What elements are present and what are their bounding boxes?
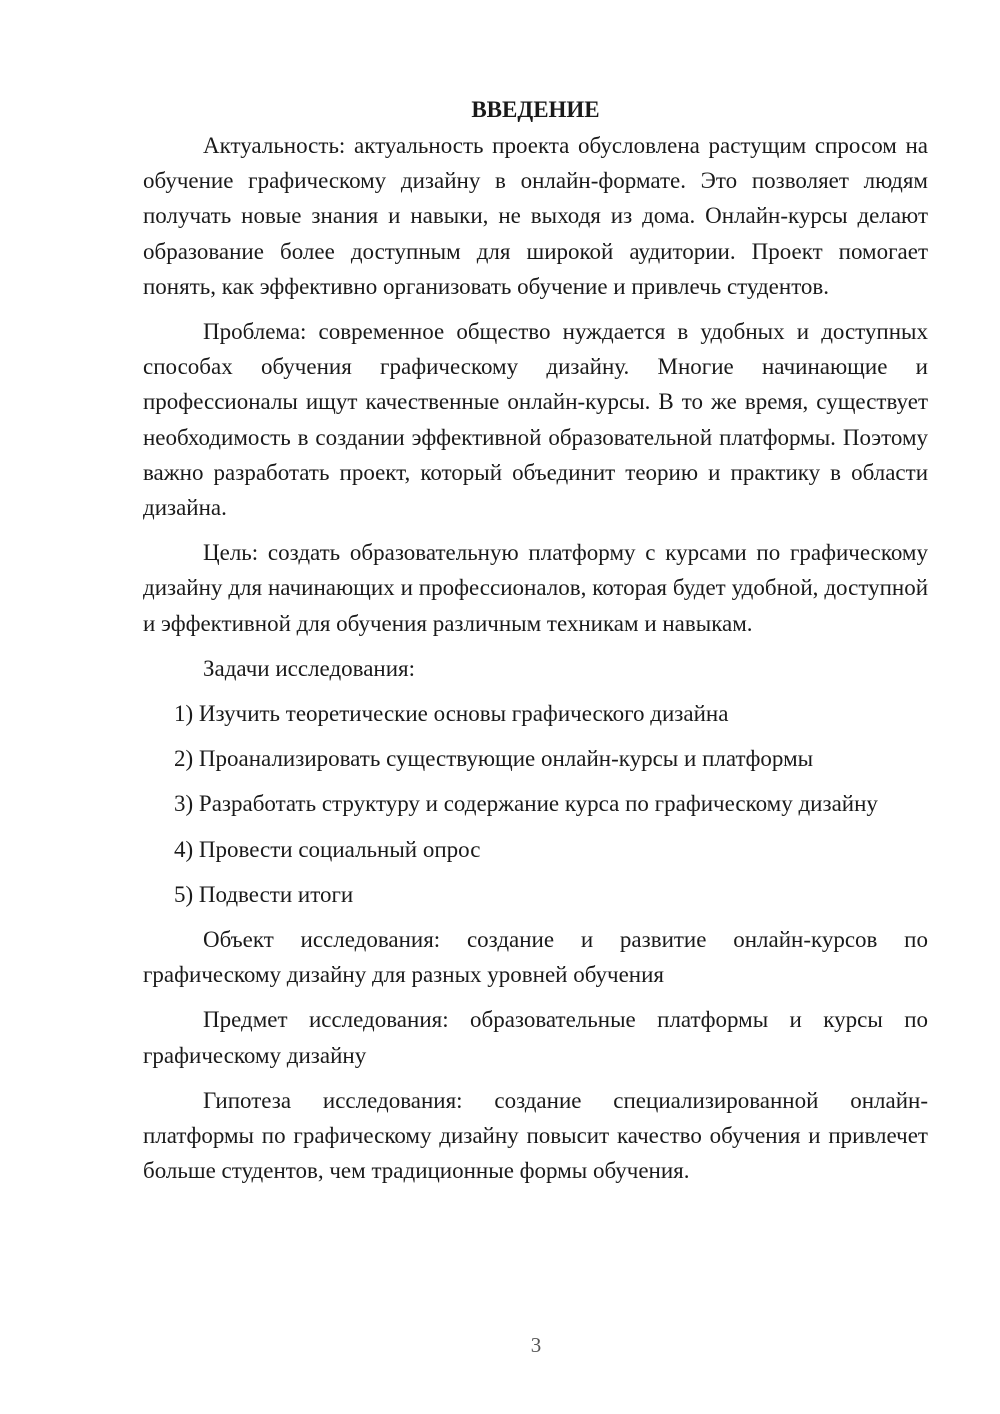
- page-number: 3: [530, 1333, 542, 1357]
- list-item: 1) Изучить теоретические основы графического дизайна: [174, 701, 729, 727]
- paragraph-subject: Предмет исследования: образовательные платформы и курсы по графическому дизайну: [143, 1007, 928, 1068]
- paragraph-object: Объект исследования: создание и развитие онлайн-курсов по графическому дизайну для разных уровней обучения: [143, 927, 928, 988]
- tasks-list: [143, 696, 928, 912]
- list-item: 5) Подвести итоги: [174, 881, 354, 907]
- list-item: 2) Проанализировать существующие онлайн-курсы и платформы: [174, 746, 814, 772]
- tasks-heading: Задачи исследования:: [203, 655, 416, 681]
- paragraph-goal: Цель: создать образовательную платформу с курсами по графическому дизайну для начинающих и профессионалов, которая будет удобной, доступной и эффективной для обучения различным техникам и навыкам.: [143, 540, 928, 636]
- paragraph-relevance: Актуальность: актуальность проекта обусловлена растущим спросом на обучение графическому дизайну в онлайн-формате. Это позволяет людям получать новые знания и навыки, не выходя из дома. Онлайн-курсы делают образование более доступным для широкой аудитории. Проект помогает понять, как эффективно организовать обучение и привлечь студентов.: [143, 133, 928, 299]
- paragraph-problem: Проблема: современное общество нуждается в удобных и доступных способах обучения графическому дизайну. Многие начинающие и профессионалы ищут качественные онлайн-курсы. В то же время, существует необходимость в создании эффективной образовательной платформы. Поэтому важно разработать проект, который объединит теорию и практику в области дизайна.: [143, 319, 928, 521]
- list-item: 3) Разработать структуру и содержание курса по графическому дизайну: [174, 791, 878, 817]
- list-item: 4) Провести социальный опрос: [174, 836, 481, 862]
- document-page: [143, 92, 928, 1198]
- paragraph-hypothesis: Гипотеза исследования: создание специализированной онлайн-платформы по графическому дизайну повысит качество обучения и привлечет больше студентов, чем традиционные формы обучения.: [143, 1087, 928, 1184]
- page-title: ВВЕДЕНИЕ: [471, 97, 600, 122]
